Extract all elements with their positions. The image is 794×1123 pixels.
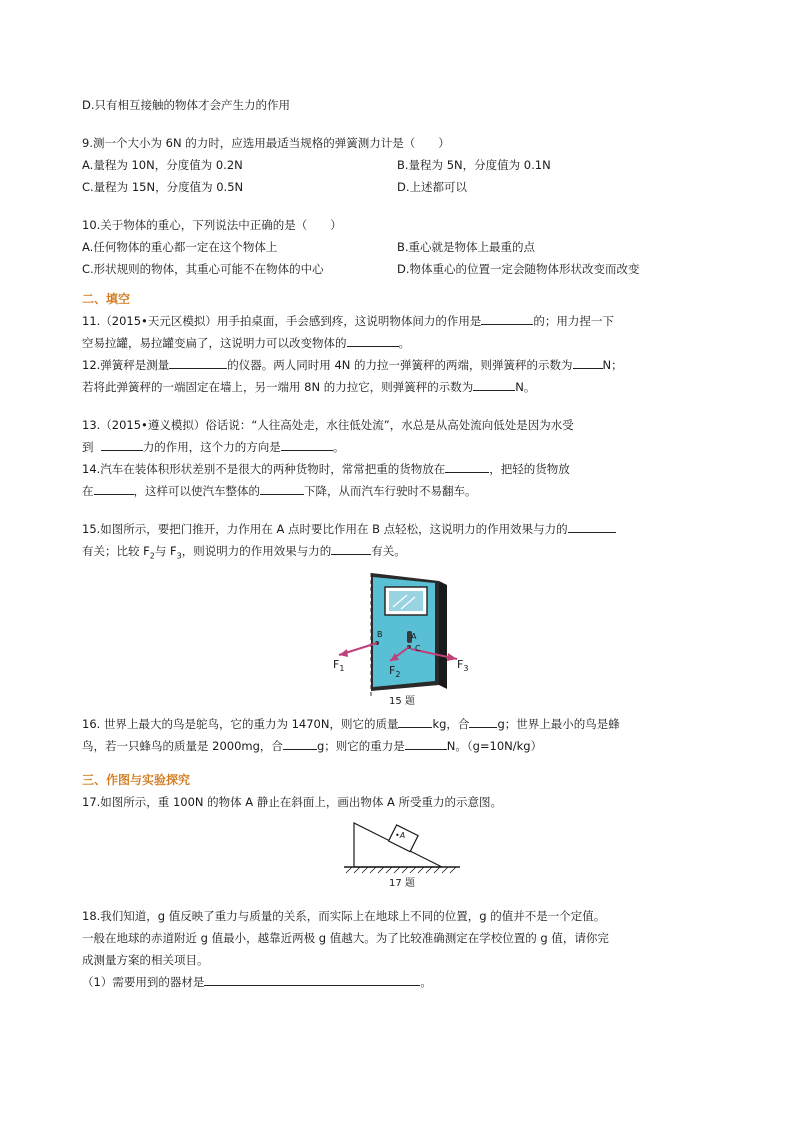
q15-blank-1[interactable] xyxy=(568,518,616,533)
q16-text: 鸟，若一只蜂鸟的质量是 2000mg，合 xyxy=(82,739,283,754)
q14-line2 xyxy=(82,480,722,502)
q14-text: 在 xyxy=(82,484,94,498)
door-window-glass xyxy=(389,591,423,611)
q12-text: 的仪器。两人同时用 4N 的力拉一弹簧秤的两端，则弹簧秤的示数为 xyxy=(227,358,573,372)
q15-line1 xyxy=(82,518,722,540)
q14-line1 xyxy=(82,458,722,480)
q14-text: ，这样可以使汽车整体的 xyxy=(133,484,260,498)
q18-part1 xyxy=(82,971,722,993)
q14-blank-1[interactable] xyxy=(445,458,489,473)
q10-stem: 10.关于物体的重心，下列说法中正确的是（ ） xyxy=(82,218,342,232)
q13-line2 xyxy=(82,436,722,458)
q17-incline-figure xyxy=(342,817,462,893)
block-a-label: •A xyxy=(395,831,406,841)
door-diagram xyxy=(327,571,477,697)
q15-door-figure xyxy=(327,571,477,713)
q11-text: 。 xyxy=(398,336,410,350)
q9-option-a: A.量程为 10N，分度值为 0.2N xyxy=(82,158,243,172)
q16-text: N。（g=10N/kg） xyxy=(446,739,543,754)
q16-line1 xyxy=(82,713,722,735)
force-f2-label: $F_2$ xyxy=(389,664,401,680)
section-heading-fill-in: 二、填空 xyxy=(82,292,131,306)
q9-options-row2 xyxy=(82,176,722,198)
q15-figure-caption: 15 题 xyxy=(389,696,415,708)
q15-sub: 2 xyxy=(149,551,155,561)
q12-line1 xyxy=(82,354,722,376)
q15-text: 有关。 xyxy=(371,544,406,558)
q12-blank-2[interactable] xyxy=(573,354,603,369)
q12-text: N。 xyxy=(515,380,536,394)
q11-line2 xyxy=(82,332,722,354)
q10-option-a: A.任何物体的重心都一定在这个物体上 xyxy=(82,240,278,254)
q14-text: ，把轻的货物放 xyxy=(489,462,570,476)
q9-options-row1 xyxy=(82,154,722,176)
q11-text: 11.（2015•天元区模拟）用手拍桌面，手会感到疼，这说明物体间力的作用是 xyxy=(82,314,482,328)
point-c-label: C xyxy=(415,644,421,654)
q12-blank-3[interactable] xyxy=(473,376,515,391)
q9-option-b: B.量程为 5N，分度值为 0.1N xyxy=(397,158,551,172)
q10-option-d: D.物体重心的位置一定会随物体形状改变而改变 xyxy=(397,262,640,276)
q17-figure-caption: 17 题 xyxy=(389,878,415,890)
q18-line3: 成测量方案的相关项目。 xyxy=(82,953,209,968)
q12-text: N； xyxy=(602,358,623,372)
point-a-label: A xyxy=(411,632,417,642)
q10-options-row2 xyxy=(82,258,722,280)
q10-option-c: C.形状规则的物体，其重心可能不在物体的中心 xyxy=(82,262,324,276)
q13-line1: 13.（2015•遵义模拟）俗话说：“人往高处走，水往低处流”，水总是从高处流向低处是因为水受 xyxy=(82,418,574,432)
q16-blank-2[interactable] xyxy=(469,713,497,728)
q12-text: 12.弹簧秤是测量 xyxy=(82,358,170,372)
q15-text: ，则说明力的作用效果与力的 xyxy=(181,544,332,558)
q12-blank-1[interactable] xyxy=(169,354,227,369)
q9-option-c: C.量程为 15N，分度值为 0.5N xyxy=(82,180,244,194)
q16-line2 xyxy=(82,735,722,757)
q15-text: 15.如图所示，要把门推开，力作用在 A 点时要比作用在 B 点轻松，这说明力的作用效果与力的 xyxy=(82,522,568,536)
q9-stem: 9.测一个大小为 6N 的力时，应选用最适当规格的弹簧测力计是（ ） xyxy=(82,136,450,150)
q18-line1: 18.我们知道，g 值反映了重力与质量的关系，而实际上在地球上不同的位置，g 的值并不是一个定值。 xyxy=(82,909,606,924)
q14-text: 14.汽车在装体积形状差别不是很大的两种货物时，常常把重的货物放在 xyxy=(82,462,446,476)
force-f1-label: $F_1$ xyxy=(333,658,345,674)
force-f3-label: $F_3$ xyxy=(457,658,469,674)
q18-text: 。 xyxy=(420,975,432,990)
q8-option-d: D.只有相互接触的物体才会产生力的作用 xyxy=(82,98,291,112)
q16-blank-1[interactable] xyxy=(398,713,432,728)
q16-text: kg，合 xyxy=(432,717,470,732)
q16-text: g；世界上最小的鸟是蜂 xyxy=(497,717,620,732)
ground-hatching xyxy=(346,867,456,873)
q15-blank-2[interactable] xyxy=(331,540,371,555)
q15-text: 有关；比较 F xyxy=(82,544,150,558)
q13-blank-1[interactable] xyxy=(101,436,143,451)
section-heading-drawing-experiment: 三、作图与实验探究 xyxy=(82,773,191,788)
q14-blank-2[interactable] xyxy=(94,480,134,495)
q13-text: 力的作用，这个力的方向是 xyxy=(142,440,281,454)
q14-text: 下降，从而汽车行驶时不易翻车。 xyxy=(304,484,477,498)
q17-stem: 17.如图所示，重 100N 的物体 A 静止在斜面上，画出物体 A 所受重力的示意图。 xyxy=(82,795,503,810)
q13-text: 到 xyxy=(82,440,94,454)
q11-blank-2[interactable] xyxy=(347,332,399,347)
q9-option-d: D.上述都可以 xyxy=(397,180,468,194)
q11-blank-1[interactable] xyxy=(481,310,533,325)
q16-text: g；则它的重力是 xyxy=(316,739,405,754)
point-b-label: B xyxy=(377,630,383,640)
q18-line2: 一般在地球的赤道附近 g 值最小，越靠近两极 g 值越大。为了比较准确测定在学校位置的 g 值，请你完 xyxy=(82,931,609,946)
q18-blank-1[interactable] xyxy=(204,971,420,986)
worksheet-page xyxy=(82,94,722,993)
q12-text: 若将此弹簧秤的一端固定在墙上，另一端用 8N 的力拉它，则弹簧秤的示数为 xyxy=(82,380,474,394)
q15-sub: 3 xyxy=(176,551,182,561)
q11-line1 xyxy=(82,310,722,332)
q16-text: 16. 世界上最大的鸟是鸵鸟，它的重力为 1470N，则它的质量 xyxy=(82,717,399,732)
q10-options-row1 xyxy=(82,236,722,258)
q11-text: 的；用力捏一下 xyxy=(533,314,614,328)
q15-line2 xyxy=(82,540,722,567)
q10-option-b: B.重心就是物体上最重的点 xyxy=(397,240,536,254)
incline-diagram xyxy=(342,817,462,879)
q14-blank-3[interactable] xyxy=(260,480,304,495)
q13-text: 。 xyxy=(332,440,345,454)
q15-text: 与 F xyxy=(154,544,177,558)
q16-blank-3[interactable] xyxy=(283,735,317,750)
q18-text: （1）需要用到的器材是 xyxy=(82,975,205,990)
q16-blank-4[interactable] xyxy=(405,735,447,750)
q13-blank-2[interactable] xyxy=(281,436,333,451)
q11-text: 空易拉罐，易拉罐变扁了，这说明力可以改变物体的 xyxy=(82,336,347,350)
q12-line2 xyxy=(82,376,722,398)
